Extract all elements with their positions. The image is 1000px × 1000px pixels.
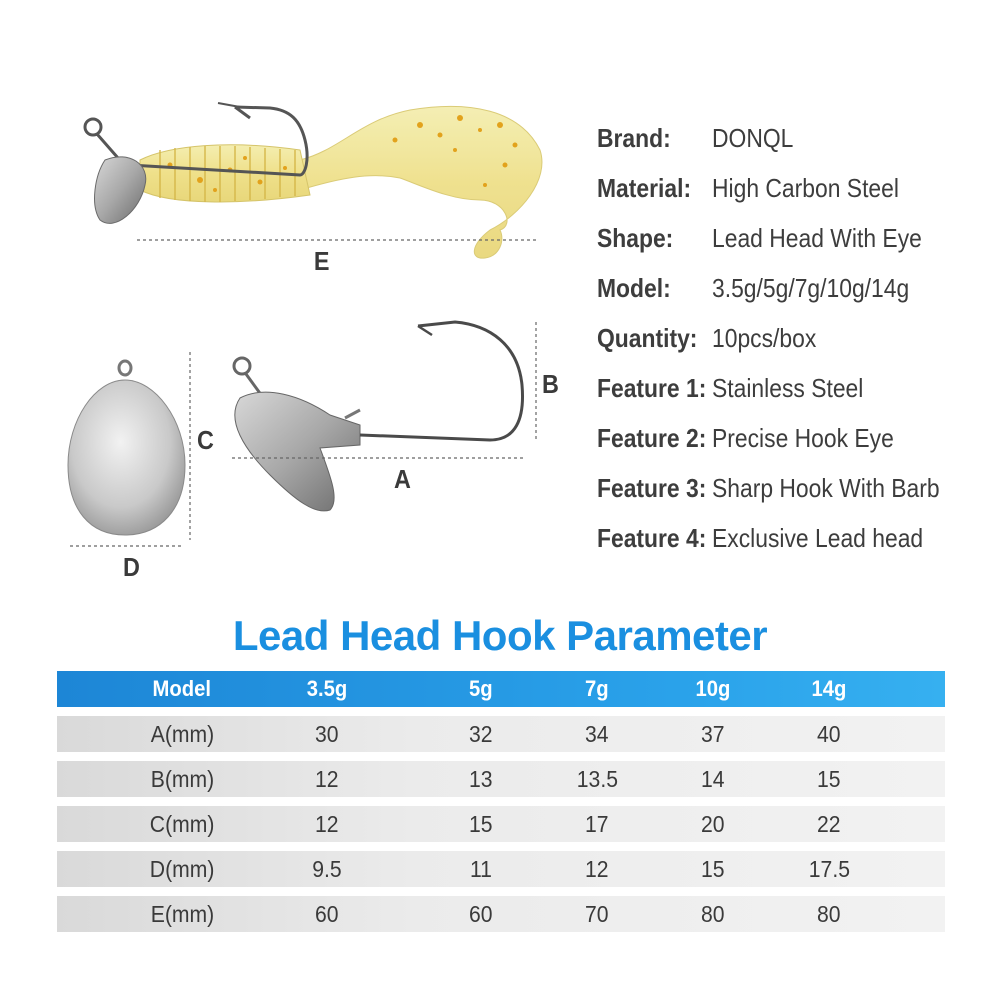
table-header-cell: Model: [152, 676, 212, 701]
table-cell: 15: [817, 765, 841, 792]
table-cell: 80: [701, 900, 725, 927]
spec-value: Precise Hook Eye: [712, 422, 894, 453]
table-row: [57, 851, 945, 887]
spec-value: Lead Head With Eye: [712, 222, 922, 253]
spec-value: Stainless Steel: [712, 372, 864, 403]
spec-row-feature-2: [597, 413, 992, 463]
spec-value: 3.5g/5g/7g/10g/14g: [712, 272, 910, 303]
table-header-cell: 10g: [695, 676, 731, 701]
spec-value: Sharp Hook With Barb: [712, 472, 940, 503]
spec-value: Exclusive Lead head: [712, 522, 924, 553]
table-cell: D(mm): [149, 855, 215, 882]
spec-list: [597, 113, 992, 563]
table-cell: 40: [817, 720, 841, 747]
product-illustration: [0, 0, 560, 600]
spec-label: Brand:: [597, 122, 671, 153]
table-cell: 12: [315, 765, 339, 792]
spec-row-brand: [597, 113, 992, 163]
table-cell: 12: [585, 855, 609, 882]
table-cell: 17: [585, 810, 609, 837]
parameter-table: [57, 671, 945, 932]
spec-label: Feature 2:: [597, 422, 707, 453]
table-row: [57, 806, 945, 842]
table-header-cell: 5g: [469, 676, 493, 701]
table-cell: 12: [315, 810, 339, 837]
table-cell: 9.5: [312, 855, 342, 882]
spec-value: 10pcs/box: [712, 322, 817, 353]
table-header-cell: 7g: [585, 676, 609, 701]
spec-row-material: [597, 163, 992, 213]
spec-value: High Carbon Steel: [712, 172, 899, 203]
table-cell: A(mm): [150, 720, 214, 747]
spec-row-shape: [597, 213, 992, 263]
spec-label: Material:: [597, 172, 692, 203]
table-row: [57, 761, 945, 797]
table-cell: 32: [469, 720, 493, 747]
spec-row-feature-1: [597, 363, 992, 413]
jig-with-worm-image: [85, 103, 542, 258]
table-cell: 14: [701, 765, 725, 792]
spec-row-feature-4: [597, 513, 992, 563]
table-cell: 22: [817, 810, 841, 837]
table-header-row: [57, 671, 945, 707]
lead-weight-image: [68, 361, 185, 535]
table-cell: 60: [469, 900, 493, 927]
spec-label: Quantity:: [597, 322, 698, 353]
table-header-cell: 14g: [811, 676, 847, 701]
table-cell: 11: [470, 855, 492, 882]
spec-label: Shape:: [597, 222, 674, 253]
spec-label: Feature 1:: [597, 372, 707, 403]
table-cell: 60: [315, 900, 339, 927]
table-row: [57, 716, 945, 752]
table-header-cell: 3.5g: [306, 676, 348, 701]
dimension-label-e: E: [313, 246, 330, 276]
dimension-label-c: C: [196, 425, 214, 455]
spec-label: Model:: [597, 272, 671, 303]
spec-value: DONQL: [712, 122, 794, 153]
table-cell: 70: [585, 900, 609, 927]
table-title: Lead Head Hook Parameter: [232, 612, 768, 659]
spec-label: Feature 4:: [597, 522, 707, 553]
table-cell: 13: [469, 765, 493, 792]
spec-row-feature-3: [597, 463, 992, 513]
dimension-label-b: B: [541, 369, 559, 399]
table-cell: 20: [701, 810, 725, 837]
table-cell: C(mm): [149, 810, 215, 837]
spec-row-model: [597, 263, 992, 313]
dimension-label-d: D: [122, 552, 140, 582]
table-cell: E(mm): [150, 900, 214, 927]
dimension-label-a: A: [393, 464, 411, 494]
jig-head-hook-image: [234, 322, 523, 511]
table-cell: B(mm): [150, 765, 214, 792]
table-cell: 17.5: [808, 855, 850, 882]
table-cell: 34: [585, 720, 609, 747]
table-cell: 13.5: [576, 765, 618, 792]
spec-row-quantity: [597, 313, 992, 363]
table-cell: 37: [701, 720, 725, 747]
spec-label: Feature 3:: [597, 472, 707, 503]
table-cell: 80: [817, 900, 841, 927]
table-cell: 15: [469, 810, 493, 837]
table-cell: 30: [315, 720, 339, 747]
table-cell: 15: [701, 855, 725, 882]
table-row: [57, 896, 945, 932]
